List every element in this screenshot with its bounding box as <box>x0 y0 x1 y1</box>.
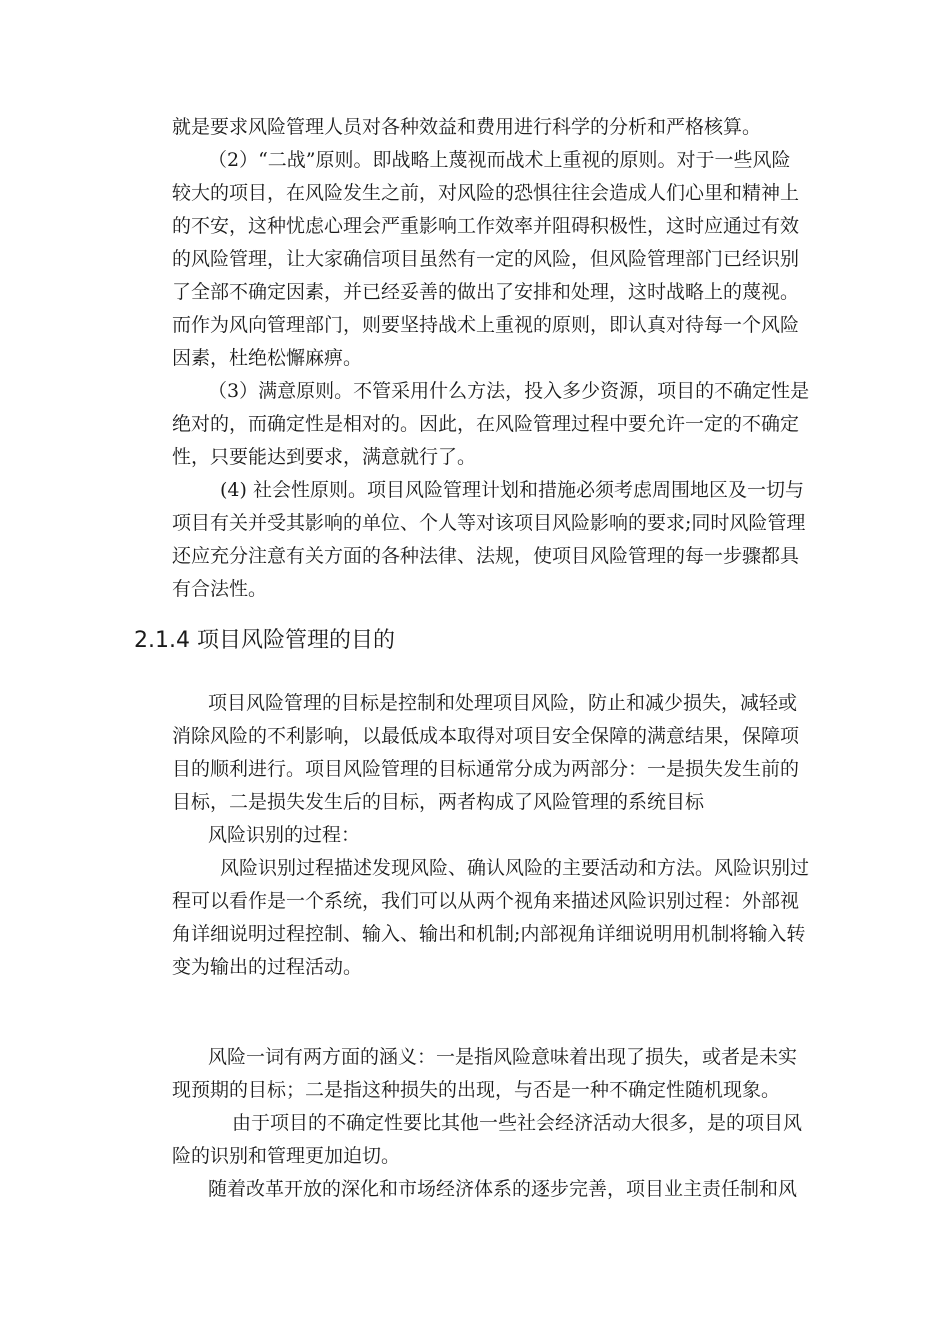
text-line: (4) 社会性原则。项目风险管理计划和措施必须考虑周围地区及一切与 <box>220 479 804 501</box>
text-line: 由于项目的不确定性要比其他一些社会经济活动大很多，是的项目风 <box>232 1112 803 1134</box>
text-line: 目标，二是损失发生后的目标，两者构成了风险管理的系统目标 <box>172 791 705 813</box>
text-line: （3）满意原则。不管采用什么方法，投入多少资源，项目的不确定性是 <box>208 380 810 402</box>
text-line: 较大的项目，在风险发生之前，对风险的恐惧往往会造成人们心里和精神上 <box>172 182 800 204</box>
text-line: 因素，杜绝松懈麻痹。 <box>172 347 363 369</box>
text-line: 了全部不确定因素，并已经妥善的做出了安排和处理，这时战略上的蔑视。 <box>172 281 800 303</box>
text-line: 有合法性。 <box>172 578 268 600</box>
text-line: 风险识别过程描述发现风险、确认风险的主要活动和方法。风险识别过 <box>220 857 810 879</box>
text-line: 项目风险管理的目标是控制和处理项目风险，防止和减少损失，减轻或 <box>208 692 798 714</box>
text-line: 的不安，这种忧虑心理会严重影响工作效率并阻碍积极性，这时应通过有效 <box>172 215 800 237</box>
text-line: （2）“二战”原则。即战略上蔑视而战术上重视的原则。对于一些风险 <box>208 149 791 171</box>
text-line: 角详细说明过程控制、输入、输出和机制;内部视角详细说明用机制将输入转 <box>172 923 806 945</box>
text-line: 消除风险的不利影响，以最低成本取得对项目安全保障的满意结果，保障项 <box>172 725 800 747</box>
text-line: 程可以看作是一个系统，我们可以从两个视角来描述风险识别过程：外部视 <box>172 890 800 912</box>
text-line: 而作为风向管理部门，则要坚持战术上重视的原则，即认真对待每一个风险 <box>172 314 800 336</box>
text-line: 还应充分注意有关方面的各种法律、法规，使项目风险管理的每一步骤都具 <box>172 545 800 567</box>
text-line: 性，只要能达到要求，满意就行了。 <box>172 446 477 468</box>
text-line: 变为输出的过程活动。 <box>172 956 363 978</box>
text-line: 目的顺利进行。项目风险管理的目标通常分成为两部分：一是损失发生前的 <box>172 758 800 780</box>
text-line: 险的识别和管理更加迫切。 <box>172 1145 401 1167</box>
text-line: 的风险管理，让大家确信项目虽然有一定的风险，但风险管理部门已经识别 <box>172 248 800 270</box>
text-line: 现预期的目标；二是指这种损失的出现，与否是一种不确定性随机现象。 <box>172 1079 781 1101</box>
text-line: 随着改革开放的深化和市场经济体系的逐步完善，项目业主责任制和风 <box>208 1178 798 1200</box>
text-line: 风险识别的过程： <box>208 824 361 846</box>
section-heading: 2.1.4 项目风险管理的目的 <box>134 628 395 653</box>
text-line: 绝对的，而确定性是相对的。因此，在风险管理过程中要允许一定的不确定 <box>172 413 800 435</box>
text-line: 风险一词有两方面的涵义：一是指风险意味着出现了损失，或者是未实 <box>208 1046 798 1068</box>
text-line: 项目有关并受其影响的单位、个人等对该项目风险影响的要求;同时风险管理 <box>172 512 806 534</box>
text-line: 就是要求风险管理人员对各种效益和费用进行科学的分析和严格核算。 <box>172 116 762 138</box>
